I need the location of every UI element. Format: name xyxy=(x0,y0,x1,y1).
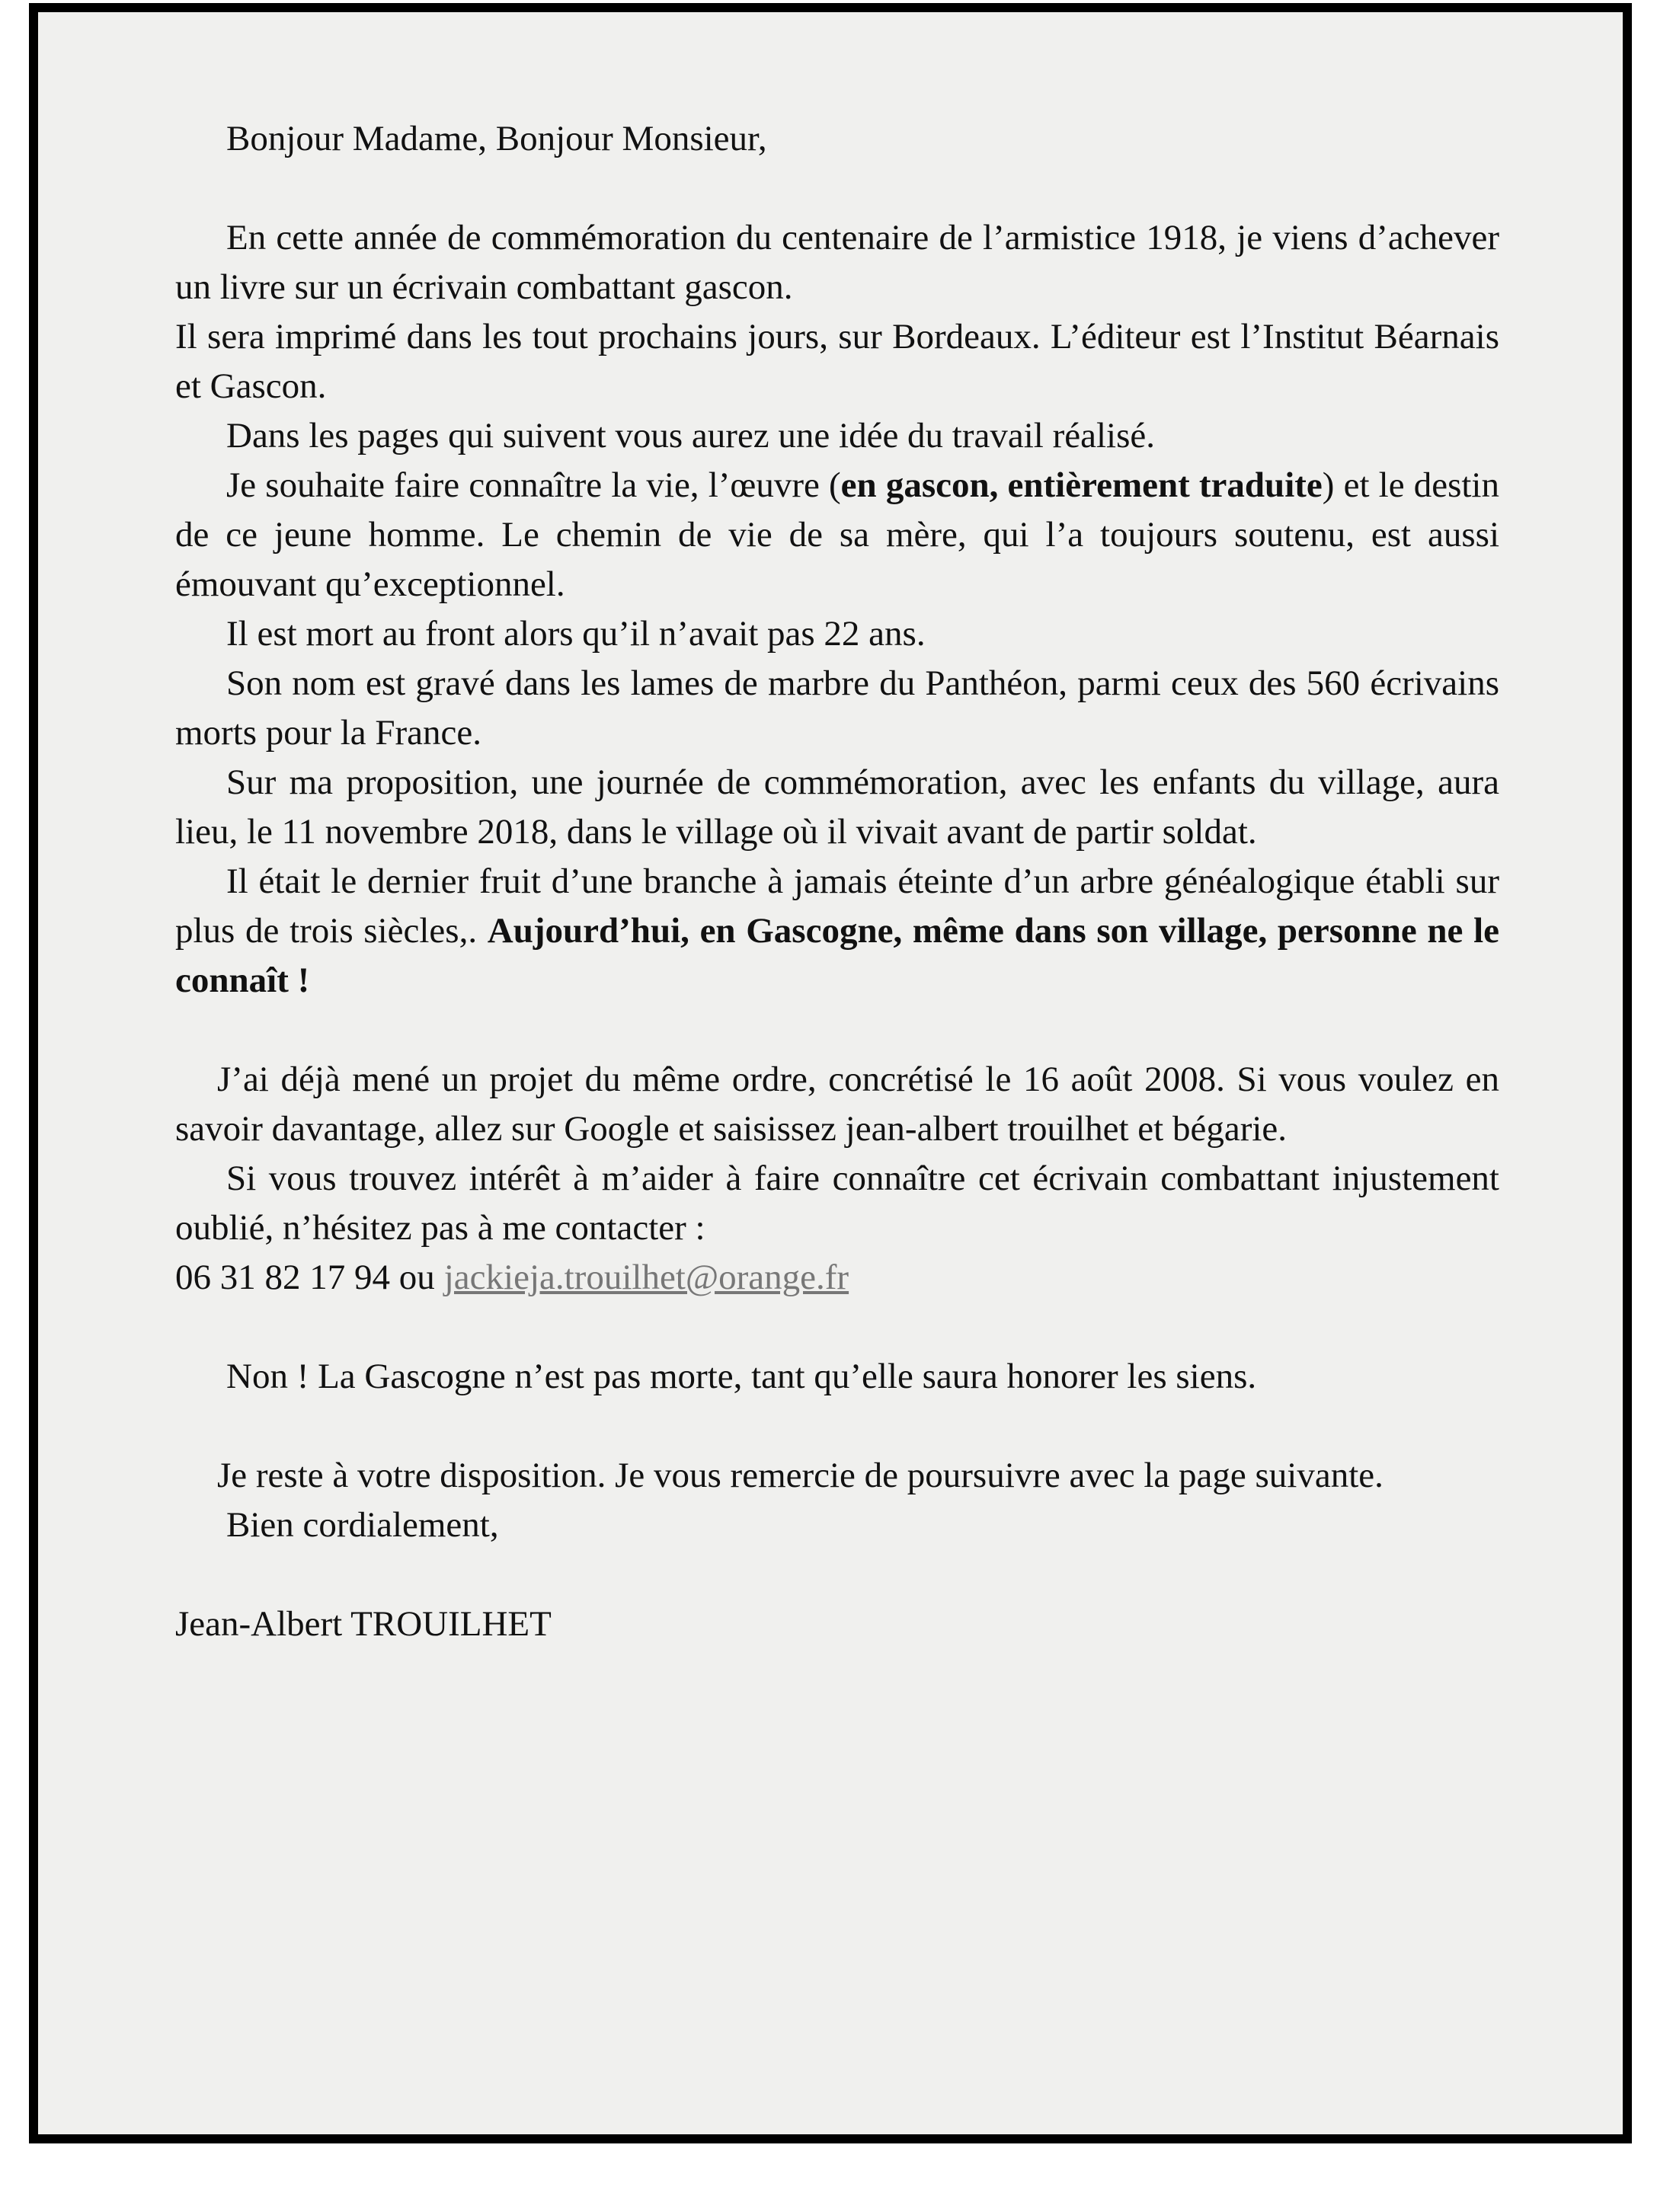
paragraph-wish-start: Je souhaite faire connaître la vie, l’œuvre ( xyxy=(226,465,841,505)
spacer xyxy=(175,1550,1499,1600)
paragraph-disposition: Je reste à votre disposition. Je vous remercie de poursuivre avec la page suivante. xyxy=(217,1456,1384,1495)
contact-line xyxy=(175,1253,1499,1303)
paragraph-wish xyxy=(175,461,1499,609)
contact-email-link[interactable]: jackieja.trouilhet@orange.fr xyxy=(443,1258,849,1297)
signature: Jean-Albert TROUILHET xyxy=(175,1604,552,1644)
spacer xyxy=(175,164,1499,213)
letter-body xyxy=(175,114,1499,1649)
greeting: Bonjour Madame, Bonjour Monsieur, xyxy=(226,119,767,158)
paragraph-wish-bold: en gascon, entièrement traduite xyxy=(840,465,1323,505)
spacer xyxy=(175,1402,1499,1451)
paragraph-previous-project: J’ai déjà mené un projet du même ordre, concrétisé le 16 août 2008. Si vous voulez en savoir davantage, allez sur Google et saisissez jean-albert trouilhet et bégarie. xyxy=(175,1060,1499,1149)
paragraph-pantheon: Son nom est gravé dans les lames de marbre du Panthéon, parmi ceux des 560 écrivains morts pour la France. xyxy=(175,663,1499,753)
closing: Bien cordialement, xyxy=(226,1505,499,1545)
paragraph-printing: Il sera imprimé dans les tout prochains jours, sur Bordeaux. L’éditeur est l’Institut Béarnais et Gascon. xyxy=(175,317,1499,406)
spacer xyxy=(175,1005,1499,1055)
paragraph-genealogy-bold: Aujourd’hui, en Gascogne, même dans son village, personne ne le connaît ! xyxy=(175,911,1499,1000)
paragraph-genealogy-start: Il était le dernier fruit d’une branche à jamais éteinte d’un arbre généalogique établi sur plus de trois siècles,. xyxy=(175,861,1499,951)
spacer xyxy=(175,1303,1499,1352)
contact-phone: 06 31 82 17 94 ou xyxy=(175,1258,435,1297)
paragraph-wish-end: ) et le destin de ce jeune homme. Le chemin de vie de sa mère, qui l’a toujours soutenu, est aussi émouvant qu’exceptionnel. xyxy=(175,465,1499,604)
paragraph-genealogy xyxy=(175,857,1499,1005)
paragraph-intro: En cette année de commémoration du centenaire de l’armistice 1918, je viens d’achever un livre sur un écrivain combattant gascon. xyxy=(175,218,1499,307)
paragraph-commemoration: Sur ma proposition, une journée de commémoration, avec les enfants du village, aura lieu, le 11 novembre 2018, dans le village où il vivait avant de partir soldat. xyxy=(175,762,1499,852)
paragraph-death: Il est mort au front alors qu’il n’avait pas 22 ans. xyxy=(226,614,926,654)
paragraph-help-request: Si vous trouvez intérêt à m’aider à faire connaître cet écrivain combattant injustement oublié, n’hésitez pas à me contacter : xyxy=(175,1159,1499,1248)
paragraph-gascogne: Non ! La Gascogne n’est pas morte, tant qu’elle saura honorer les siens. xyxy=(226,1357,1257,1396)
paragraph-pages: Dans les pages qui suivent vous aurez une idée du travail réalisé. xyxy=(226,416,1155,456)
